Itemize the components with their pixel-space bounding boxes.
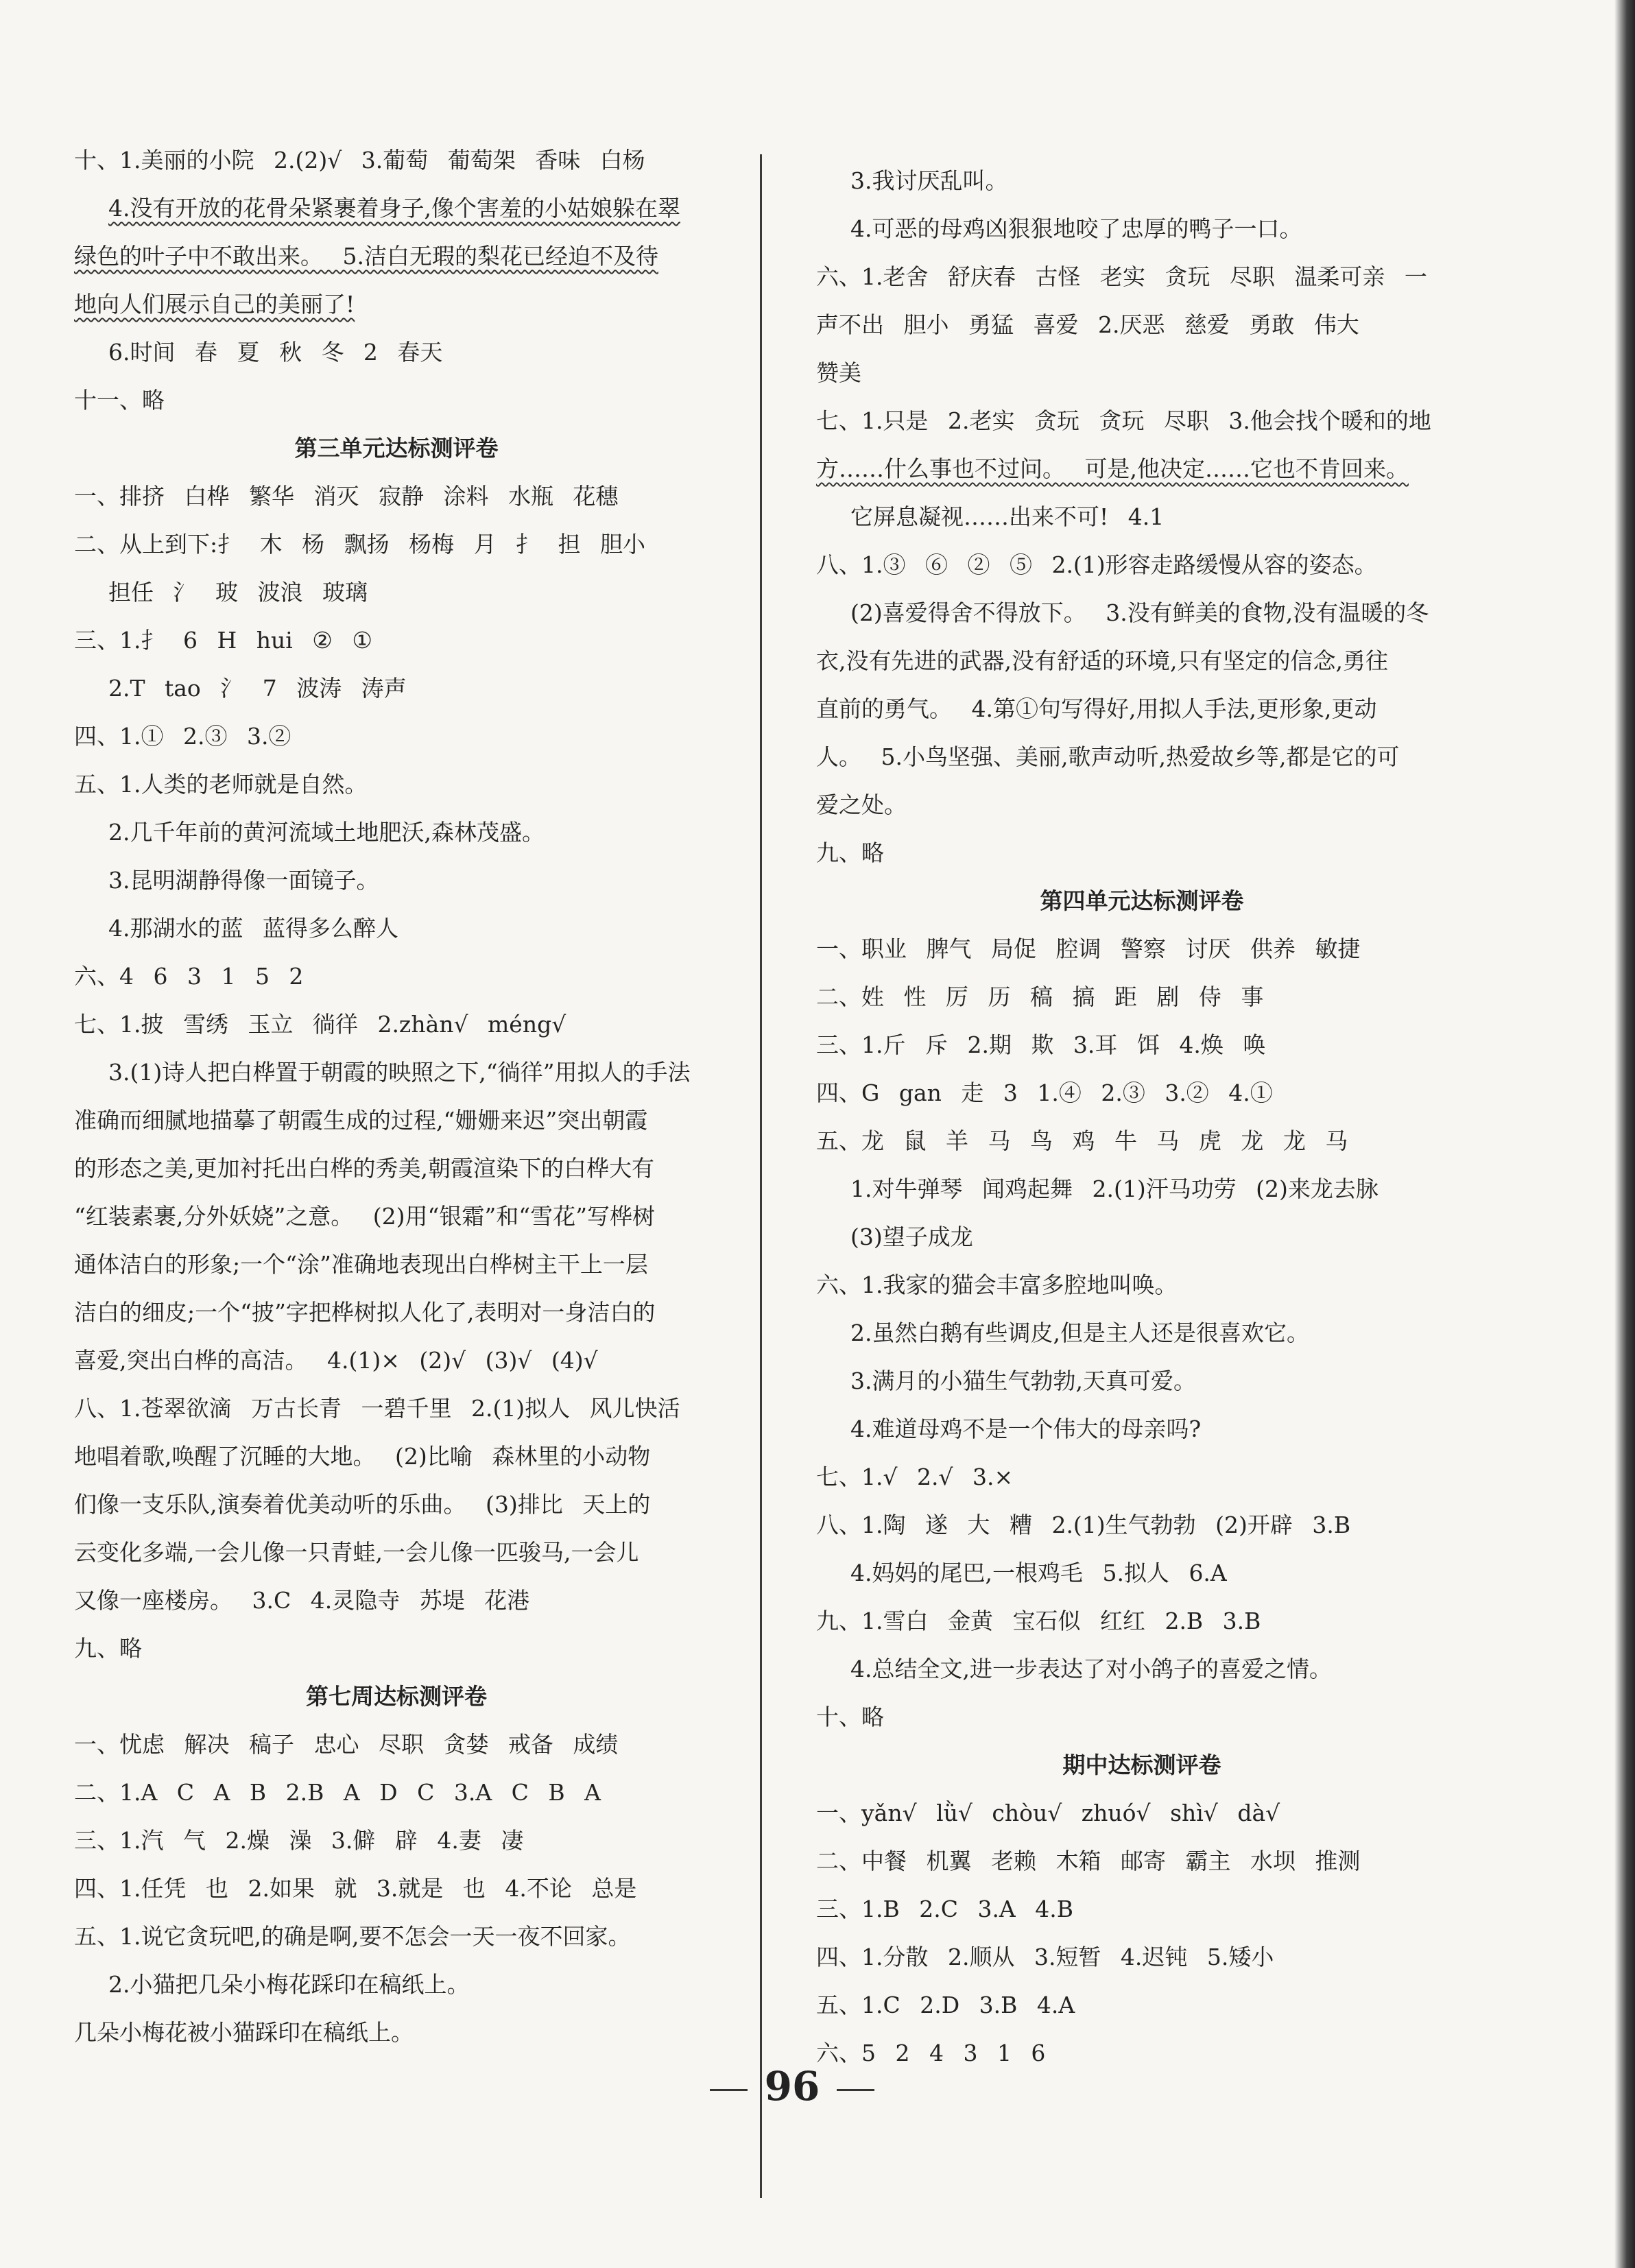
answer-line: 五、龙 鼠 羊 马 鸟 鸡 牛 马 虎 龙 龙 马 (816, 1127, 1348, 1154)
answer-line: 三、1.斤 斥 2.期 欺 3.耳 饵 4.焕 唤 (816, 1031, 1266, 1058)
answer-line: 二、从上到下:扌 木 杨 飘扬 杨梅 月 扌 担 胆小 (74, 531, 646, 558)
answer-line: 又像一座楼房。 3.C 4.灵隐寺 苏堤 花港 (74, 1587, 530, 1614)
answer-line: 六、1.老舍 舒庆春 古怪 老实 贪玩 尽职 温柔可亲 一 (816, 263, 1427, 290)
answer-line: 赞美 (816, 359, 861, 386)
answer-line: 二、中餐 机翼 老赖 木箱 邮寄 霸主 水坝 推测 (816, 1848, 1361, 1874)
answer-line: “红装素裹,分外妖娆”之意。 (2)用“银霜”和“雪花”写桦树 (74, 1203, 655, 1230)
answer-line: 七、1.披 雪绣 玉立 徜徉 2.zhàn√ méng√ (74, 1011, 566, 1038)
answer-line: 们像一支乐队,演奏着优美动听的乐曲。 (3)排比 天上的 (74, 1491, 651, 1518)
page-number: 96 (764, 2063, 820, 2110)
answer-line: 担任 氵 玻 波浪 玻璃 (108, 579, 368, 606)
answer-line: 八、1.苍翠欲滴 万古长青 一碧千里 2.(1)拟人 风儿快活 (74, 1395, 680, 1422)
answer-line: 一、忧虑 解决 稿子 忠心 尽职 贪婪 戒备 成绩 (74, 1731, 619, 1758)
answer-line: 三、1.汽 气 2.燥 澡 3.僻 辟 4.妻 凄 (74, 1827, 524, 1854)
answer-line: 九、略 (816, 839, 884, 866)
answer-line: 三、1.B 2.C 3.A 4.B (816, 1896, 1073, 1922)
answer-line: 洁白的细皮;一个“披”字把桦树拟人化了,表明对一身洁白的 (74, 1299, 656, 1326)
answer-line: 一、职业 脾气 局促 腔调 警察 讨厌 供养 敏捷 (816, 935, 1361, 962)
answer-line: 十一、略 (74, 387, 165, 414)
answer-line: 人。 5.小鸟坚强、美丽,歌声动听,热爱故乡等,都是它的可 (816, 743, 1400, 770)
answer-line: 四、G gan 走 3 1.④ 2.③ 3.② 4.① (816, 1079, 1273, 1106)
answer-line: (2)喜爱得舍不得放下。 3.没有鲜美的食物,没有温暖的冬 (850, 599, 1429, 626)
answer-line: 4.那湖水的蓝 蓝得多么醉人 (108, 915, 398, 942)
answer-line: 4.没有开放的花骨朵紧裹着身子,像个害羞的小姑娘躲在翠 (108, 195, 680, 222)
column-divider (760, 154, 762, 2198)
answer-line: 地唱着歌,唤醒了沉睡的大地。 (2)比喻 森林里的小动物 (74, 1443, 651, 1470)
answer-line: 通体洁白的形象;一个“涂”准确地表现出白桦树主干上一层 (74, 1251, 648, 1278)
answer-line: 五、1.人类的老师就是自然。 (74, 771, 368, 798)
answer-line: 三、1.扌 6 H hui ② ① (74, 627, 372, 654)
answer-line: 4.可恶的母鸡凶狠狠地咬了忠厚的鸭子一口。 (850, 215, 1302, 242)
answer-line: 六、4 6 3 1 5 2 (74, 963, 304, 990)
answer-line: 它屏息凝视……出来不可! 4.1 (850, 503, 1165, 530)
answer-line: 二、1.A C A B 2.B A D C 3.A C B A (74, 1779, 601, 1806)
answer-line: 4.妈妈的尾巴,一根鸡毛 5.拟人 6.A (850, 1560, 1227, 1586)
answer-line: 地向人们展示自己的美丽了! (74, 291, 355, 318)
answer-line: 3.昆明湖静得像一面镜子。 (108, 867, 379, 894)
answer-line: 七、1.√ 2.√ 3.× (816, 1464, 1014, 1490)
answer-line: 3.(1)诗人把白桦置于朝霞的映照之下,“徜徉”用拟人的手法 (108, 1059, 691, 1086)
answer-line: (3)望子成龙 (850, 1223, 973, 1250)
answer-line: 九、1.雪白 金黄 宝石似 红红 2.B 3.B (816, 1608, 1261, 1634)
answer-line: 十、1.美丽的小院 2.(2)√ 3.葡萄 葡萄架 香味 白杨 (74, 147, 645, 174)
answer-line: 五、1.C 2.D 3.B 4.A (816, 1992, 1075, 2018)
section-heading: 期中达标测评卷 (1062, 1752, 1221, 1778)
answer-line: 六、1.我家的猫会丰富多腔地叫唤。 (816, 1272, 1178, 1298)
answer-line: 2.小猫把几朵小梅花踩印在稿纸上。 (108, 1971, 470, 1998)
answer-line: 绿色的叶子中不敢出来。 5.洁白无瑕的梨花已经迫不及待 (74, 243, 658, 270)
answer-line: 一、排挤 白桦 繁华 消灭 寂静 涂料 水瓶 花穗 (74, 483, 619, 510)
answer-line: 2.T tao 氵 7 波涛 涛声 (108, 675, 407, 702)
answer-line: 七、1.只是 2.老实 贪玩 贪玩 尽职 3.他会找个暖和的地 (816, 407, 1431, 434)
answer-line: 声不出 胆小 勇猛 喜爱 2.厌恶 慈爱 勇敢 伟大 (816, 311, 1359, 338)
answer-line: 八、1.陶 遂 大 糟 2.(1)生气勃勃 (2)开辟 3.B (816, 1512, 1351, 1538)
answer-line: 的形态之美,更加衬托出白桦的秀美,朝霞渲染下的白桦大有 (74, 1155, 654, 1182)
answer-line: 四、1.分散 2.顺从 3.短暂 4.迟钝 5.矮小 (816, 1944, 1274, 1970)
answer-line: 1.对牛弹琴 闻鸡起舞 2.(1)汗马功劳 (2)来龙去脉 (850, 1175, 1379, 1202)
answer-line: 3.满月的小猫生气勃勃,天真可爱。 (850, 1368, 1196, 1394)
answer-line: 6.时间 春 夏 秋 冬 2 春天 (108, 339, 443, 366)
answer-line: 喜爱,突出白桦的高洁。 4.(1)× (2)√ (3)√ (4)√ (74, 1347, 598, 1374)
answer-line: 衣,没有先进的武器,没有舒适的环境,只有坚定的信念,勇往 (816, 647, 1388, 674)
answer-line: 六、5 2 4 3 1 6 (816, 2040, 1046, 2066)
answer-line: 2.几千年前的黄河流域土地肥沃,森林茂盛。 (108, 819, 545, 846)
page-number-dash-right (837, 2089, 874, 2091)
answer-line: 直前的勇气。 4.第①句写得好,用拟人手法,更形象,更动 (816, 695, 1377, 722)
answer-line: 2.虽然白鹅有些调皮,但是主人还是很喜欢它。 (850, 1320, 1309, 1346)
section-heading: 第四单元达标测评卷 (1040, 887, 1244, 914)
answer-line: 八、1.③ ⑥ ② ⑤ 2.(1)形容走路缓慢从容的姿态。 (816, 551, 1377, 578)
answer-line: 3.我讨厌乱叫。 (850, 167, 1008, 194)
answer-line: 五、1.说它贪玩吧,的确是啊,要不怎会一天一夜不回家。 (74, 1923, 631, 1950)
answer-line: 四、1.① 2.③ 3.② (74, 723, 291, 750)
section-heading: 第三单元达标测评卷 (294, 435, 499, 462)
scan-edge-shadow (1614, 0, 1635, 2268)
answer-line: 四、1.任凭 也 2.如果 就 3.就是 也 4.不论 总是 (74, 1875, 637, 1902)
answer-line: 云变化多端,一会儿像一只青蛙,一会儿像一匹骏马,一会儿 (74, 1539, 639, 1566)
section-heading: 第七周达标测评卷 (306, 1683, 487, 1710)
answer-line: 方……什么事也不过问。 可是,他决定……它也不肯回来。 (816, 455, 1409, 482)
answer-line: 4.难道母鸡不是一个伟大的母亲吗? (850, 1416, 1202, 1442)
answer-line: 十、略 (816, 1704, 884, 1730)
answer-line: 爱之处。 (816, 791, 907, 818)
answer-line: 几朵小梅花被小猫踩印在稿纸上。 (74, 2019, 414, 2046)
answer-line: 九、略 (74, 1635, 142, 1662)
answer-line: 一、yǎn√ lǜ√ chòu√ zhuó√ shì√ dà√ (816, 1800, 1280, 1826)
answer-line: 二、姓 性 厉 历 稿 搞 距 剧 侍 事 (816, 983, 1264, 1010)
answer-line: 4.总结全文,进一步表达了对小鸽子的喜爱之情。 (850, 1656, 1332, 1682)
answer-line: 准确而细腻地描摹了朝霞生成的过程,“姗姗来迟”突出朝霞 (74, 1107, 648, 1134)
